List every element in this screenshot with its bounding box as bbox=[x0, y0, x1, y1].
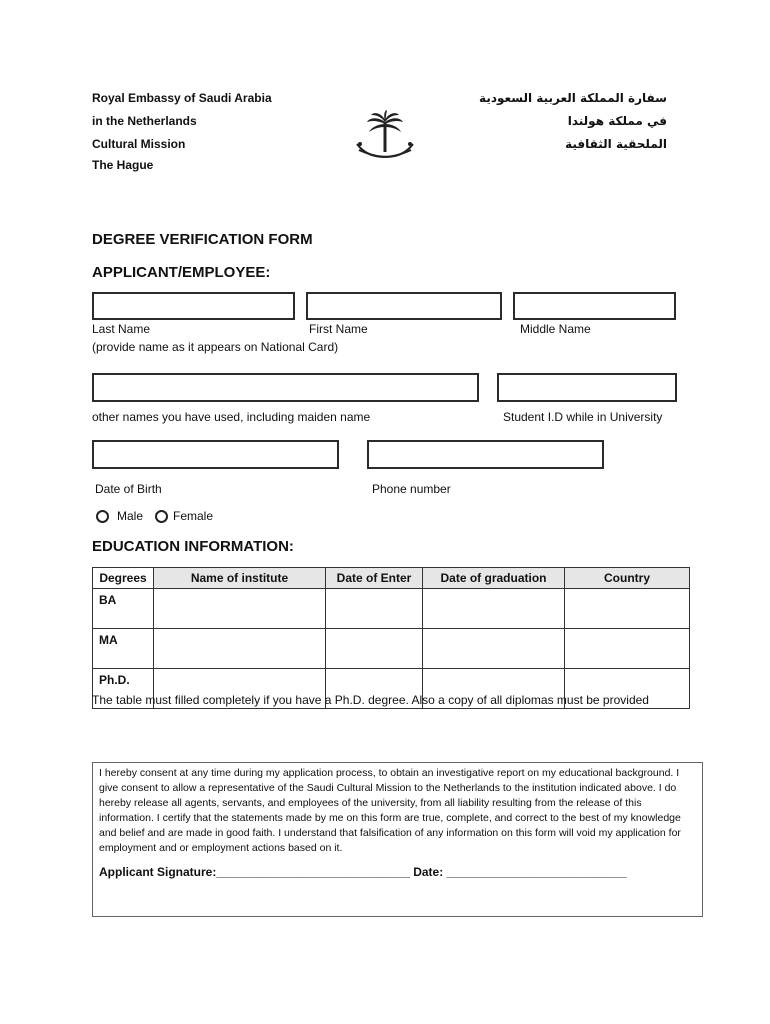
col-degrees: Degrees bbox=[93, 568, 154, 589]
embassy-name-ar: سفارة المملكة العربية السعودية bbox=[479, 91, 667, 105]
name-note: (provide name as it appears on National Card) bbox=[92, 340, 339, 354]
ma-date-graduation-cell[interactable] bbox=[423, 629, 565, 669]
col-country: Country bbox=[565, 568, 690, 589]
ma-country-cell[interactable] bbox=[565, 629, 690, 669]
ma-institute-cell[interactable] bbox=[154, 629, 326, 669]
signature-line[interactable]: Applicant Signature:_____________________________ Date: ___________________________ bbox=[99, 865, 627, 879]
col-date-graduation: Date of graduation bbox=[423, 568, 565, 589]
male-label: Male bbox=[117, 509, 144, 523]
student-id-field[interactable] bbox=[497, 373, 677, 402]
phone-number-label: Phone number bbox=[372, 482, 451, 496]
date-of-birth-field[interactable] bbox=[92, 440, 339, 469]
form-title: DEGREE VERIFICATION FORM bbox=[92, 231, 313, 248]
degree-ma: MA bbox=[93, 629, 154, 669]
table-row bbox=[93, 629, 690, 669]
date-of-birth-label: Date of Birth bbox=[95, 482, 162, 496]
first-name-label: First Name bbox=[309, 322, 368, 336]
female-radio-icon[interactable] bbox=[155, 510, 168, 523]
table-row bbox=[93, 589, 690, 629]
col-institute: Name of institute bbox=[154, 568, 326, 589]
education-note: The table must filled completely if you have a Ph.D. degree. Also a copy of all diplomas must be provided bbox=[92, 693, 649, 707]
mission-name-en: Cultural Mission bbox=[92, 137, 186, 151]
male-radio-icon[interactable] bbox=[96, 510, 109, 523]
other-names-label: other names you have used, including maiden name bbox=[92, 410, 371, 424]
applicant-heading: APPLICANT/EMPLOYEE: bbox=[92, 264, 271, 281]
degree-ba: BA bbox=[93, 589, 154, 629]
education-heading: EDUCATION INFORMATION: bbox=[92, 538, 294, 555]
other-names-field[interactable] bbox=[92, 373, 479, 402]
degree-phd: Ph.D. bbox=[93, 669, 154, 709]
ba-institute-cell[interactable] bbox=[154, 589, 326, 629]
middle-name-field[interactable] bbox=[513, 292, 676, 320]
embassy-name-en: Royal Embassy of Saudi Arabia bbox=[92, 91, 272, 105]
consent-text: I hereby consent at any time during my application process, to obtain an investigative report on my educational background. I give consent to allow a representative of the Saudi Cultural Mission to the Netherlands to the institution indicated above. I do hereby release all agents, servants, and employees of the university, from all liability resulting from the release of this information. I certify that the statements made by me on this form are true, complete, and correct to the best of my knowledge and belief and are made in good faith. I understand that falsification of any information on this form will void my application for employment and or employment actions based on it. bbox=[99, 767, 681, 854]
col-date-enter: Date of Enter bbox=[326, 568, 423, 589]
consent-box bbox=[92, 762, 703, 917]
student-id-label: Student I.D while in University bbox=[503, 410, 663, 424]
ba-date-graduation-cell[interactable] bbox=[423, 589, 565, 629]
embassy-country-ar: في مملكة هولندا bbox=[567, 114, 667, 128]
female-label: Female bbox=[173, 509, 214, 523]
ba-country-cell[interactable] bbox=[565, 589, 690, 629]
middle-name-label: Middle Name bbox=[520, 322, 591, 336]
first-name-field[interactable] bbox=[306, 292, 502, 320]
education-table bbox=[92, 567, 690, 709]
phone-number-field[interactable] bbox=[367, 440, 604, 469]
embassy-country-en: in the Netherlands bbox=[92, 114, 197, 128]
education-table-header bbox=[93, 568, 690, 589]
last-name-label: Last Name bbox=[92, 322, 151, 336]
last-name-field[interactable] bbox=[92, 292, 295, 320]
ma-date-enter-cell[interactable] bbox=[326, 629, 423, 669]
mission-name-ar: الملحقية الثقافية bbox=[565, 137, 667, 151]
ba-date-enter-cell[interactable] bbox=[326, 589, 423, 629]
mission-city-en: The Hague bbox=[92, 158, 154, 172]
saudi-emblem-icon bbox=[355, 110, 415, 168]
